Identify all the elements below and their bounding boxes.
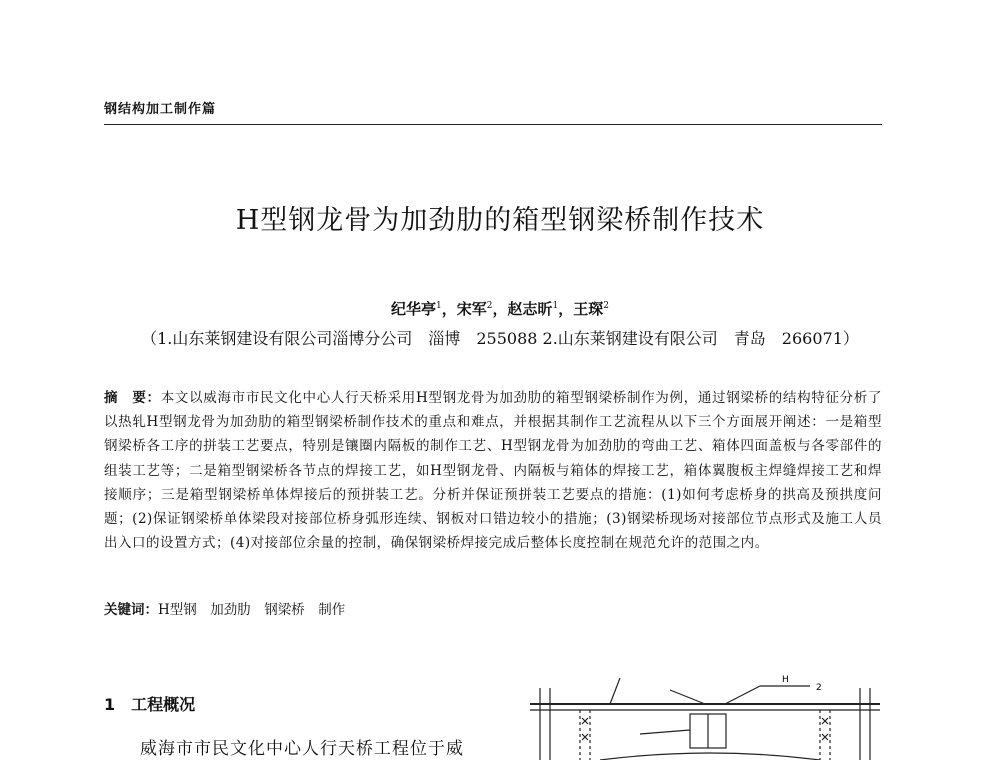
abstract — [104, 386, 882, 555]
author-affiliation-mark: 2 — [486, 301, 493, 311]
section-heading: 1 工程概况 — [104, 695, 196, 714]
author-affiliation-mark: 1 — [435, 301, 442, 311]
drawing-label: 2 — [816, 683, 822, 693]
author-separator: ， — [492, 300, 508, 318]
running-header: 钢结构加工制作篇 — [104, 102, 217, 117]
drawing-line — [610, 678, 620, 704]
author-name: 赵志昕 — [507, 300, 553, 318]
drawing-line — [670, 690, 705, 704]
keywords — [104, 598, 882, 618]
abstract-label: 摘 要： — [104, 390, 161, 406]
abstract-text: 本文以威海市市民文化中心人行天桥采用H型钢龙骨为加劲肋的箱型钢梁桥制作为例，通过钢梁桥的结构特征分析了以热轧H型钢龙骨为加劲肋的箱型钢梁桥制作技术的重点和难点，并根据其制作工艺流程从以下三个方面展开阐述：一是箱型钢梁桥各工序的拼装工艺要点，特别是镶圈内隔板的制作工艺、H型钢龙骨为加劲肋的弯曲工艺、箱体四面盖板与各零部件的组装工艺等；二是箱型钢梁桥各节点的焊接工艺，如H型钢龙骨、内隔板与箱体的焊接工艺，箱体翼腹板主焊缝焊接工艺和焊接顺序；三是箱型钢梁桥单体焊接后的预拼装工艺。分析并保证预拼装工艺要点的措施：(1)如何考虑桥身的拱高及预拱度问题；(2)保证钢梁桥单体梁段对接部位桥身弧形连续、钢板对口错边较小的措施；(3)钢梁桥现场对接部位节点形式及施工人员出入口的设置方式；(4)对接部位余量的控制，确保钢梁桥焊接完成后整体长度控制在规范允许的范围之内。 — [104, 390, 883, 552]
author-name: 纪华亭 — [390, 300, 436, 318]
body-paragraph: 威海市市民文化中心人行天桥工程位于威 — [140, 739, 464, 759]
keywords-text: H型钢 加劲肋 钢梁桥 制作 — [158, 602, 346, 618]
drawing-line — [600, 753, 820, 760]
author-affiliation-mark: 2 — [603, 301, 610, 311]
author-affiliation-mark: 1 — [552, 301, 559, 311]
drawing-line — [640, 730, 690, 734]
affiliation: （1.山东莱钢建设有限公司淄博分公司 淄博 255088 2.山东莱钢建设有限公司 青岛 266071） — [141, 329, 859, 348]
author-separator: ， — [441, 300, 457, 318]
drawing-line — [725, 686, 760, 704]
author-name: 王琛 — [573, 300, 604, 318]
bridge-section-drawing — [520, 668, 900, 760]
author-separator: ， — [558, 300, 574, 318]
header-rule — [104, 124, 882, 125]
keywords-label: 关键词： — [104, 602, 158, 618]
paper-title: H型钢龙骨为加劲肋的箱型钢梁桥制作技术 — [235, 205, 765, 236]
author-name: 宋军 — [456, 300, 487, 318]
drawing-label: H — [782, 675, 789, 685]
author-list — [0, 298, 1000, 319]
